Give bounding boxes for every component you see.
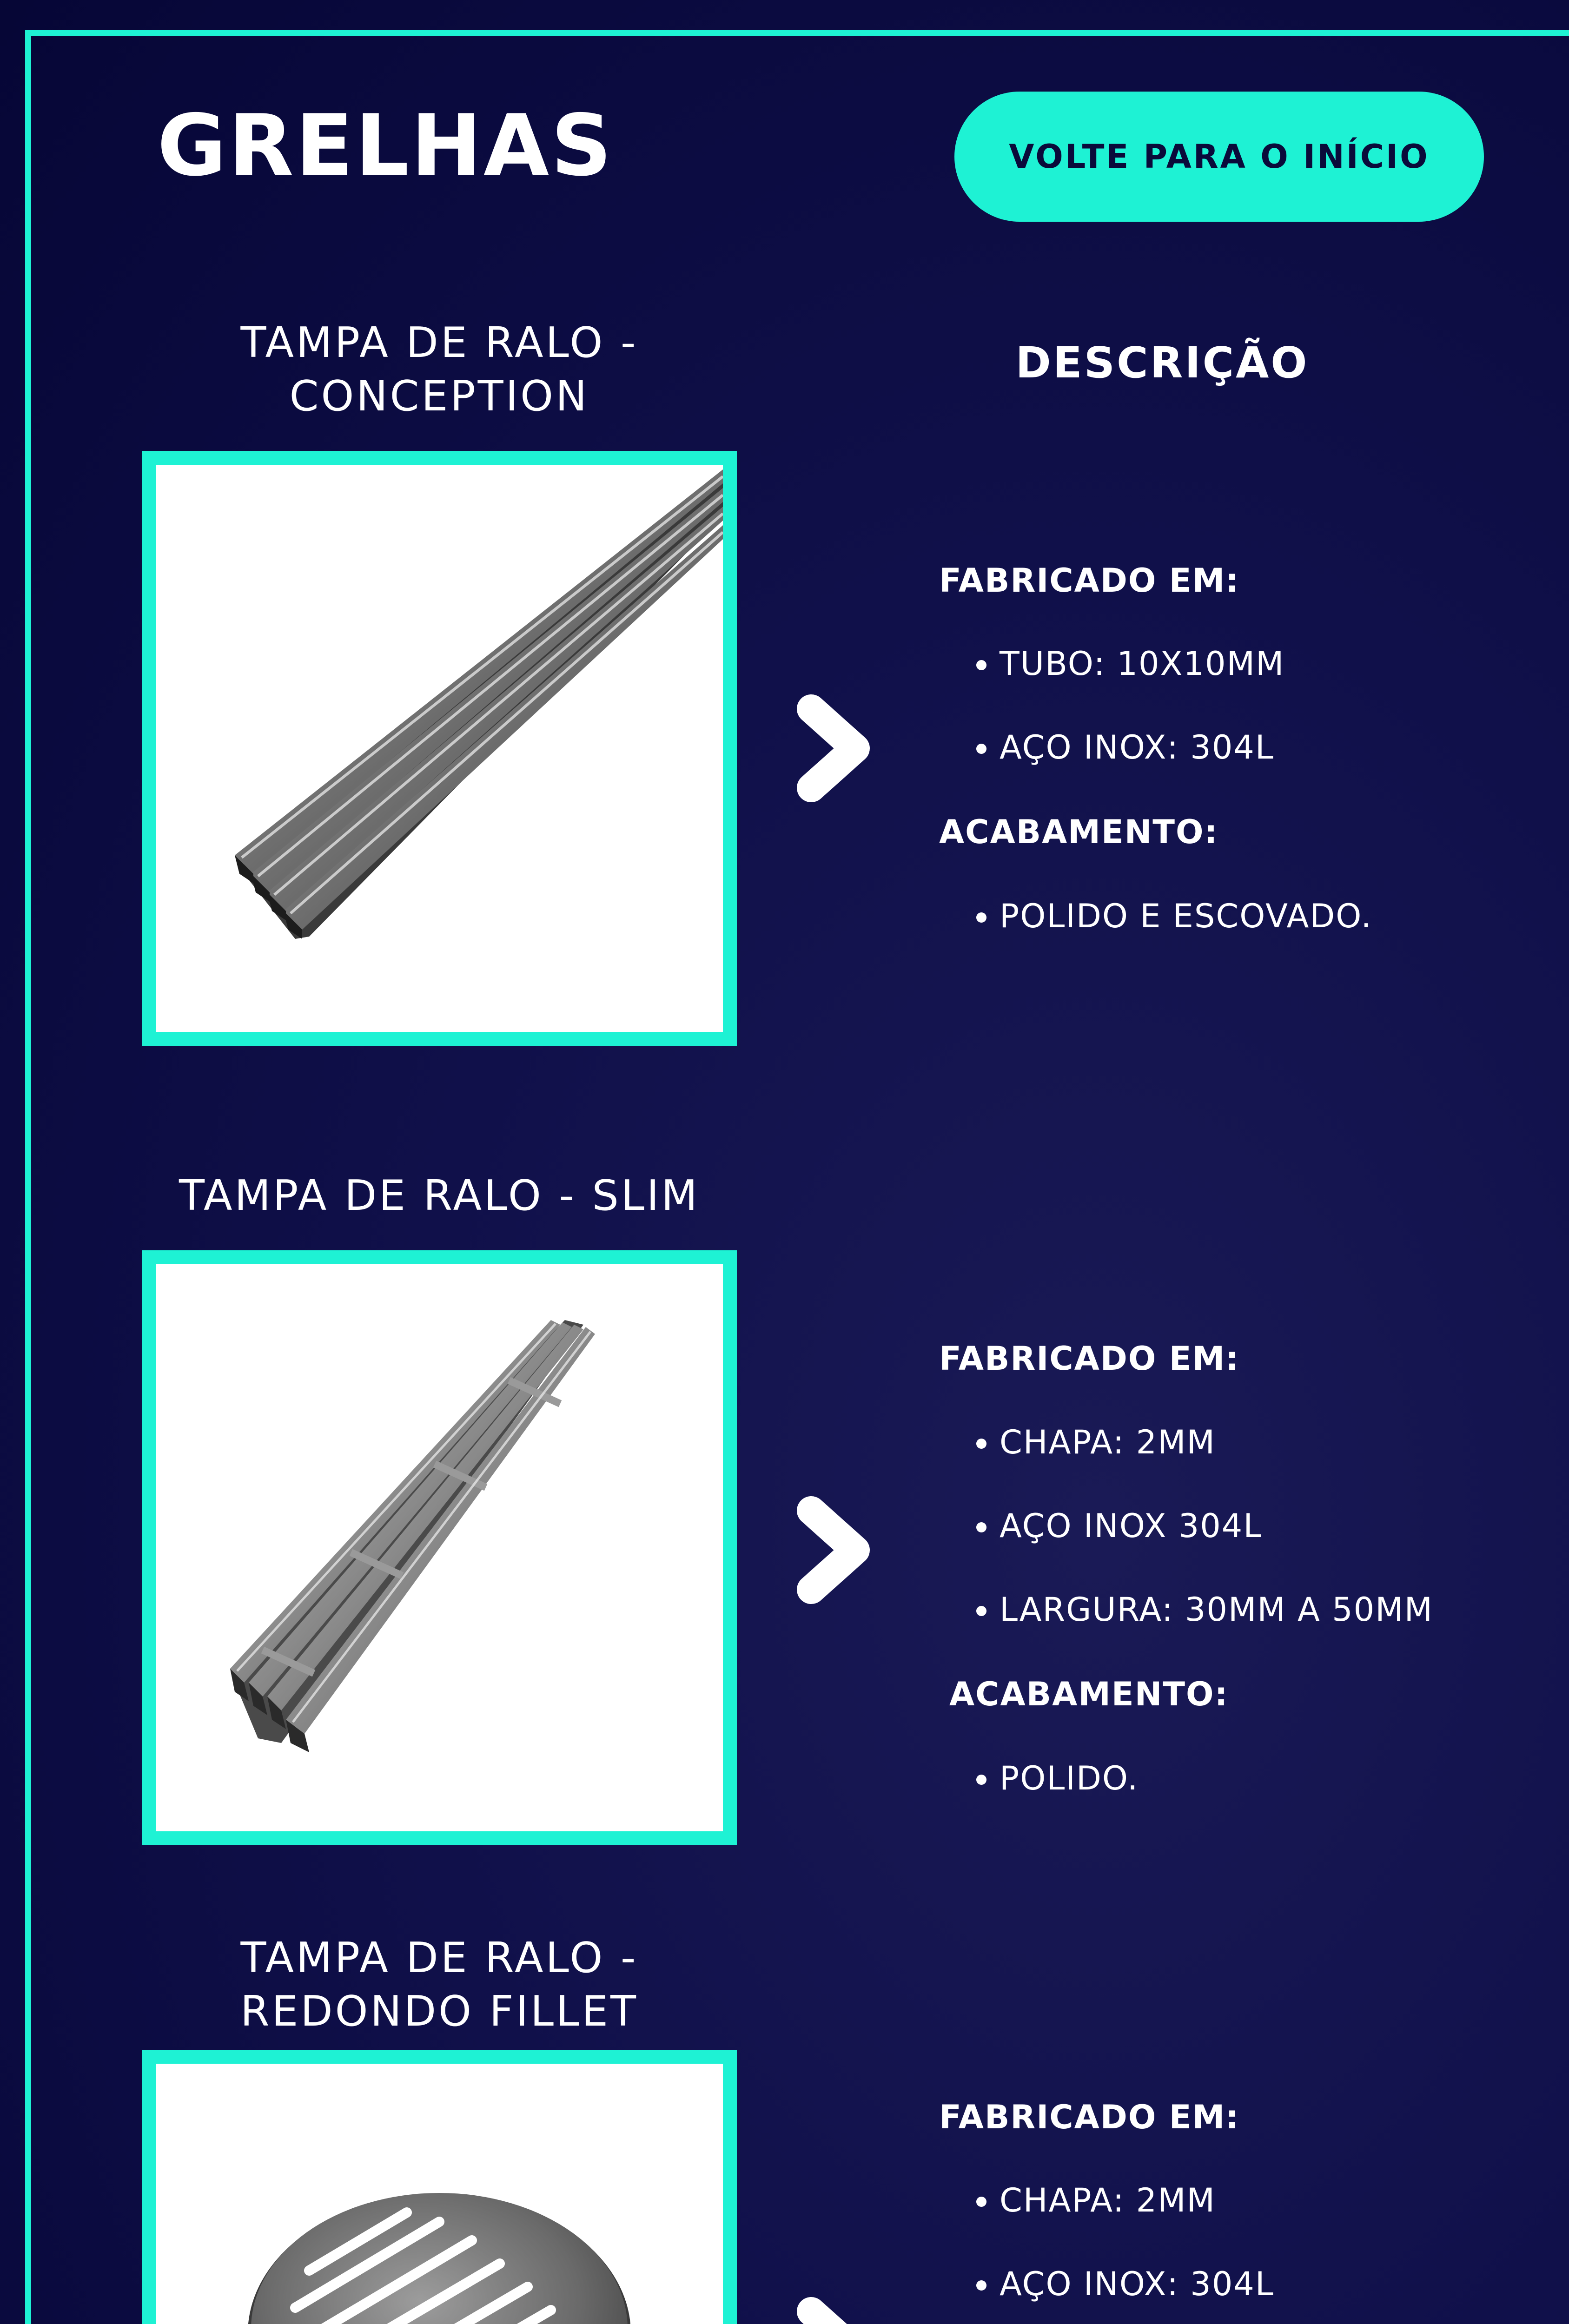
product-name <box>107 1169 772 1222</box>
materials-list <box>967 1421 1557 1631</box>
made-of-heading: FABRICADO EM: <box>939 561 1240 600</box>
product-name <box>107 316 772 423</box>
list-item: • AÇO INOX: 304L <box>1000 726 1557 769</box>
description-heading: DESCRIÇÃO <box>1015 338 1309 388</box>
finishes-list <box>967 895 1557 938</box>
list-item: • AÇO INOX 304L <box>1000 1505 1557 1547</box>
slim-grate-image <box>156 1264 723 1831</box>
product-name-line: TAMPA DE RALO - <box>240 318 638 367</box>
product-name-line: REDONDO FILLET <box>240 1987 639 2036</box>
accent-frame-left <box>25 30 31 2324</box>
back-to-home-button[interactable]: VOLTE PARA O INÍCIO <box>954 92 1484 222</box>
product-name-line: TAMPA DE RALO - <box>240 1934 638 1982</box>
product-photo-slim <box>142 1250 737 1845</box>
product-photo-conception <box>142 451 737 1046</box>
chevron-right-icon <box>790 1490 879 1611</box>
finishes-list <box>967 1757 1557 1800</box>
list-item: • CHAPA: 2MM <box>1000 2179 1557 2222</box>
chevron-right-icon <box>790 688 879 809</box>
product-name <box>107 1931 772 2038</box>
list-item: • TUBO: 10X10MM <box>1000 642 1557 685</box>
accent-frame-top <box>25 30 1569 36</box>
list-item: • POLIDO. <box>1000 1757 1557 1800</box>
chevron-right-icon <box>790 2291 879 2324</box>
made-of-heading: FABRICADO EM: <box>939 1340 1240 1378</box>
product-name-line: TAMPA DE RALO - SLIM <box>179 1171 700 1220</box>
product-name-line: CONCEPTION <box>289 372 589 421</box>
page-title: GRELHAS <box>157 96 614 195</box>
materials-list <box>967 2179 1557 2324</box>
made-of-heading: FABRICADO EM: <box>939 2098 1240 2136</box>
list-item: • LARGURA: 30MM A 50MM <box>1000 1588 1557 1631</box>
list-item: • POLIDO E ESCOVADO. <box>1000 895 1557 938</box>
linear-grate-image <box>156 465 723 1032</box>
materials-list <box>967 642 1557 769</box>
product-photo-redondo-fillet <box>142 2050 737 2324</box>
round-grate-image <box>156 2064 723 2324</box>
finish-heading: ACABAMENTO: <box>939 813 1218 851</box>
list-item: • CHAPA: 2MM <box>1000 1421 1557 1464</box>
finish-heading: ACABAMENTO: <box>949 1675 1229 1713</box>
list-item: • AÇO INOX: 304L <box>1000 2263 1557 2305</box>
